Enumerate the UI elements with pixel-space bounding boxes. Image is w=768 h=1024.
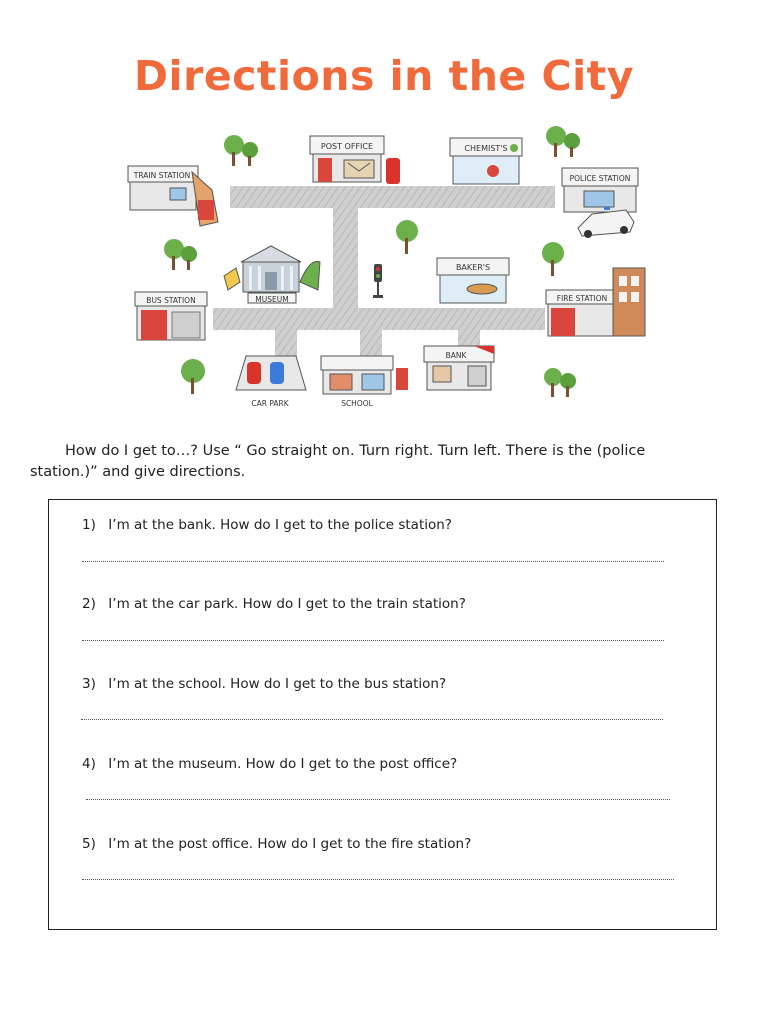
chemists-building (450, 138, 522, 184)
question-text: I’m at the bank. How do I get to the police station? (108, 517, 452, 533)
tree-icon (224, 135, 258, 166)
question-5 (82, 836, 471, 852)
bakers-building (437, 258, 509, 303)
train-station-building (128, 166, 218, 226)
svg-text:FIRE STATION: FIRE STATION (556, 294, 608, 303)
bank-building (424, 346, 494, 390)
instructions-text: How do I get to…? Use “ Go straight on. Turn right. Turn left. There is the (police station.)” and give directions. (30, 443, 646, 480)
question-1 (82, 517, 452, 533)
questions-box (48, 499, 717, 930)
answer-line-4[interactable] (86, 799, 670, 800)
fire-station-building (546, 268, 645, 336)
police-station-building (562, 168, 638, 238)
svg-text:SCHOOL: SCHOOL (341, 399, 373, 408)
svg-text:BAKER'S: BAKER'S (455, 263, 491, 272)
svg-text:MUSEUM: MUSEUM (255, 295, 289, 304)
question-number: 3) (82, 676, 96, 692)
car-park (236, 356, 306, 408)
svg-text:TRAIN STATION: TRAIN STATION (133, 171, 191, 180)
page-title: Directions in the City (134, 52, 634, 100)
question-number: 4) (82, 756, 96, 772)
traffic-light-icon (373, 264, 383, 298)
answer-line-5[interactable] (82, 879, 674, 880)
question-4 (82, 756, 457, 772)
question-text: I’m at the post office. How do I get to the fire station? (108, 836, 472, 852)
question-2 (82, 596, 466, 612)
svg-text:CAR PARK: CAR PARK (251, 399, 289, 408)
tree-icon (546, 126, 580, 157)
city-map (0, 0, 768, 420)
school-building (321, 356, 408, 408)
question-number: 2) (82, 596, 96, 612)
postbox-icon (386, 158, 400, 184)
answer-line-3[interactable] (81, 719, 663, 720)
svg-text:POST OFFICE: POST OFFICE (320, 142, 374, 151)
museum-building (224, 246, 320, 304)
tree-icon (542, 242, 564, 276)
bus-station-building (135, 292, 207, 340)
question-number: 1) (82, 517, 96, 533)
svg-text:BANK: BANK (445, 351, 467, 360)
svg-text:POLICE STATION: POLICE STATION (569, 174, 631, 183)
tree-icon (181, 359, 205, 394)
question-3 (82, 676, 446, 692)
answer-line-2[interactable] (82, 640, 664, 641)
answer-line-1[interactable] (82, 561, 664, 562)
question-text: I’m at the school. How do I get to the bus station? (108, 676, 447, 692)
tree-icon (164, 239, 197, 270)
svg-text:CHEMIST'S: CHEMIST'S (464, 144, 508, 153)
post-office-building (310, 136, 400, 184)
question-text: I’m at the museum. How do I get to the post office? (108, 756, 458, 772)
question-text: I’m at the car park. How do I get to the train station? (108, 596, 466, 612)
svg-text:BUS STATION: BUS STATION (146, 296, 196, 305)
tree-icon (544, 368, 576, 397)
question-number: 5) (82, 836, 96, 852)
tree-icon (396, 220, 418, 254)
